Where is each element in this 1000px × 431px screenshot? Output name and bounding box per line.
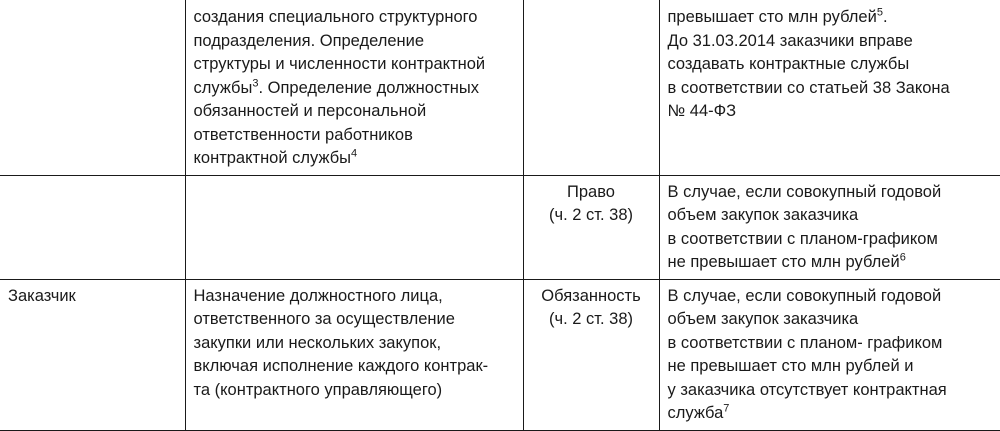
condition-text-line: В случае, если совокупный годовой xyxy=(667,286,942,305)
action-text-line: подразделения. Определение xyxy=(193,31,425,50)
condition-cell xyxy=(659,175,1000,279)
table-row xyxy=(0,0,1000,175)
type-cell xyxy=(523,0,659,175)
condition-text-line xyxy=(668,251,993,275)
action-text-line: структуры и численности контрактной xyxy=(193,55,486,73)
actor-text-line: Заказчик xyxy=(8,286,76,305)
condition-text-line: в соответствии со статьей 38 Закона xyxy=(667,78,950,97)
action-text-line: ответственного за осуществление xyxy=(193,310,455,328)
action-text-line: закупки или нескольких закупок, xyxy=(193,333,442,352)
action-text-line: включая исполнение каждого контрак- xyxy=(193,357,489,375)
condition-text-line: объем закупок заказчика xyxy=(667,206,859,224)
condition-text-line: До 31.03.2014 заказчики вправе xyxy=(667,31,913,50)
action-text-line: создания специального структурного xyxy=(193,8,478,26)
footnote-marker: 6 xyxy=(899,251,906,264)
condition-text-line: в соответствии с планом- графиком xyxy=(667,333,943,352)
actor-cell xyxy=(0,0,185,175)
condition-text-line: В случае, если совокупный годовой xyxy=(667,182,942,201)
type-text-line: Обязанность xyxy=(541,286,641,305)
action-text-line xyxy=(194,77,515,101)
action-cell xyxy=(185,175,523,279)
text-fragment: контрактной службы xyxy=(193,149,351,167)
action-text-line xyxy=(194,147,515,171)
action-text-line: обязанностей и персональной xyxy=(193,102,427,120)
footnote-marker: 5 xyxy=(876,6,883,19)
type-cell xyxy=(523,175,659,279)
text-fragment: служба xyxy=(667,404,724,422)
type-text-line: (ч. 2 ст. 38) xyxy=(548,310,633,328)
condition-cell xyxy=(659,0,1000,175)
actor-cell xyxy=(0,175,185,279)
action-cell xyxy=(185,0,523,175)
type-text-line: (ч. 2 ст. 38) xyxy=(548,206,633,224)
type-text-line: Право xyxy=(567,182,615,201)
type-cell xyxy=(523,279,659,430)
table-row xyxy=(0,279,1000,430)
footnote-marker: 7 xyxy=(723,402,730,415)
text-fragment: не превышает сто млн рублей xyxy=(667,253,900,271)
text-fragment: превышает сто млн рублей xyxy=(667,8,877,26)
condition-text-line: № 44-ФЗ xyxy=(667,102,737,120)
action-text-line: та (контрактного управляющего) xyxy=(193,380,443,399)
footnote-marker: 3 xyxy=(252,77,259,89)
action-text-line: ответственности работников xyxy=(193,125,413,144)
condition-text-line xyxy=(668,6,993,30)
condition-text-line: не превышает сто млн рублей и xyxy=(667,357,914,375)
condition-text-line xyxy=(668,402,993,426)
condition-cell xyxy=(659,279,1000,430)
condition-text-line: объем закупок заказчика xyxy=(667,310,859,328)
table-row xyxy=(0,175,1000,279)
action-cell xyxy=(185,279,523,430)
text-fragment: . Определение должностных xyxy=(258,78,479,97)
text-fragment: службы xyxy=(193,78,253,97)
action-text-line: Назначение должностного лица, xyxy=(193,286,443,305)
condition-text-line: у заказчика отсутствует контрактная xyxy=(667,380,947,399)
text-fragment: . xyxy=(882,8,888,26)
actor-cell xyxy=(0,279,185,430)
footnote-marker: 4 xyxy=(351,147,358,160)
condition-text-line: создавать контрактные службы xyxy=(667,55,910,73)
condition-text-line: в соответствии с планом-графиком xyxy=(667,229,938,248)
